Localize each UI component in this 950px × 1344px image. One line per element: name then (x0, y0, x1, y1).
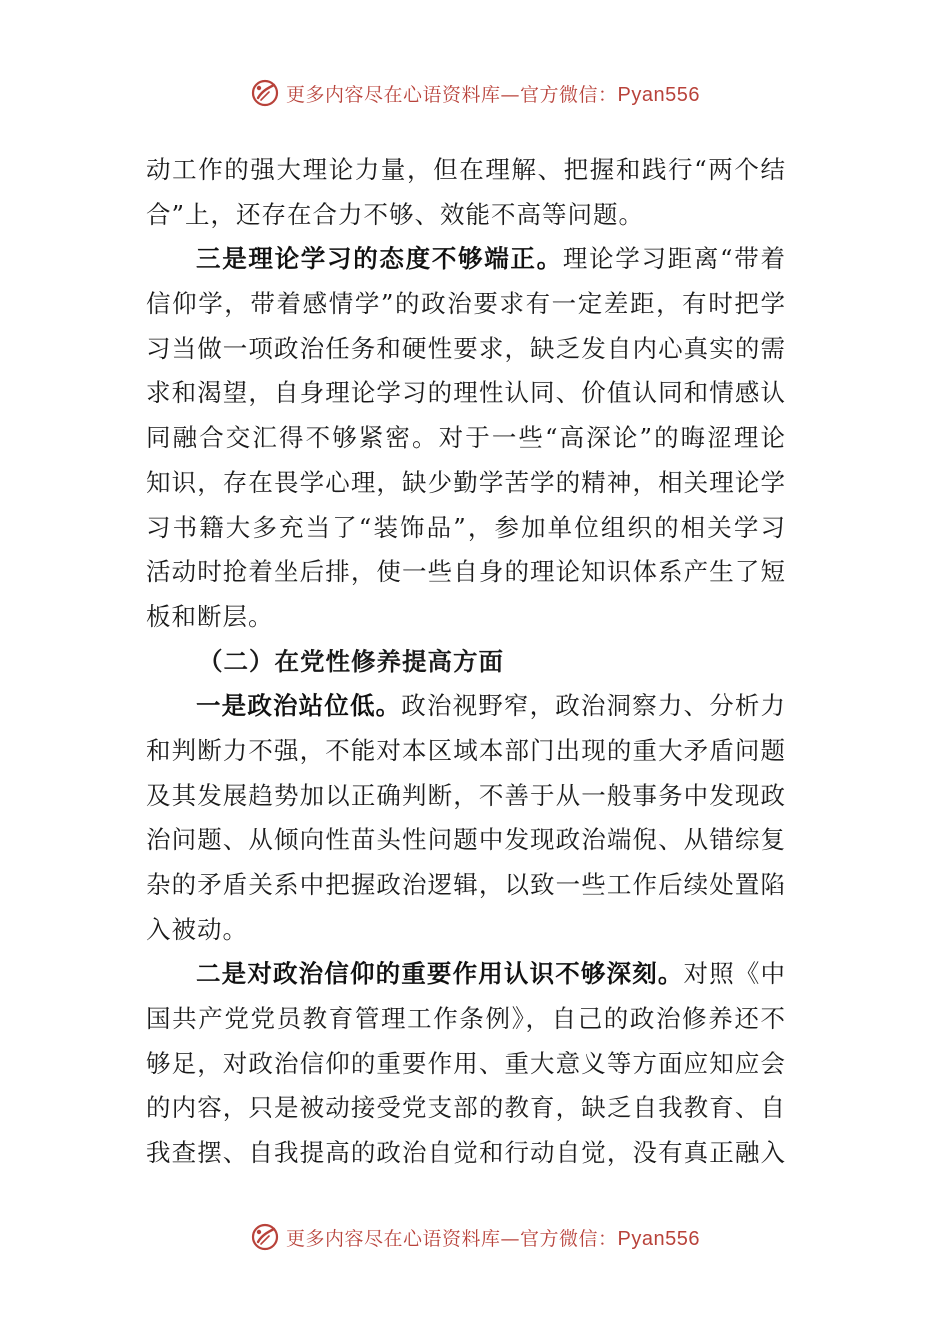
paragraph-lead-rest: 对照《中 (683, 959, 787, 989)
section-heading: （二）在党性修养提高方面 (198, 646, 504, 676)
paragraph-lead-bold: 一是政治站位低。 (196, 691, 402, 721)
paragraph-first-line (146, 952, 786, 997)
text-line: 入被动。 (146, 914, 248, 944)
paragraph-lead-bold: 三是理论学习的态度不够端正。 (196, 244, 563, 274)
text-line: 和判断力不强，不能对本区域本部门出现的重大矛盾问题 (146, 735, 786, 765)
banner-text (286, 80, 700, 107)
paragraph-lead-bold: 二是对政治信仰的重要作用认识不够深刻。 (196, 959, 684, 989)
text-line: 我查摆、自我提高的政治自觉和行动自觉，没有真正融入 (146, 1138, 786, 1168)
text-line: 板和断层。 (146, 601, 274, 631)
text-line: 习当做一项政治任务和硬性要求，缺乏发自内心真实的需 (146, 333, 786, 363)
text-line: 求和渴望，自身理论学习的理性认同、价值认同和情感认 (146, 378, 786, 408)
paragraph-first-line (146, 684, 786, 729)
text-line: 的内容，只是被动接受党支部的教育，缺乏自我教育、自 (146, 1093, 786, 1123)
text-line: 习书籍大多充当了“装饰品”，参加单位组织的相关学习 (146, 512, 786, 542)
text-line: 合”上，还存在合力不够、效能不高等问题。 (146, 199, 645, 229)
text-line: 信仰学，带着感情学”的政治要求有一定差距，有时把学 (146, 289, 786, 319)
footer-watermark-banner (0, 1217, 950, 1257)
header-watermark-banner (0, 73, 950, 113)
text-line: 活动时抢着坐后排，使一些自身的理论知识体系产生了短 (146, 557, 786, 587)
text-line: 动工作的强大理论力量，但在理解、把握和践行“两个结 (146, 155, 786, 184)
paragraph-lead-rest: 理论学习距离“带着 (562, 244, 786, 274)
text-line: 知识，存在畏学心理，缺少勤学苦学的精神，相关理论学 (146, 467, 786, 497)
text-line: 够足，对政治信仰的重要作用、重大意义等方面应知应会 (146, 1048, 786, 1078)
text-line: 杂的矛盾关系中把握政治逻辑，以致一些工作后续处置陷 (146, 870, 786, 899)
banner-label: 更多内容尽在心语资料库—官方微信： (286, 1227, 618, 1250)
paragraph-first-line (146, 237, 786, 282)
text-line: 治问题、从倾向性苗头性问题中发现政治端倪、从错综复 (146, 825, 786, 855)
paragraph-lead-rest: 政治视野窄，政治洞察力、分析力 (401, 691, 787, 721)
wechat-handle: Pyan556 (617, 83, 700, 106)
text-line: 及其发展趋势加以正确判断，不善于从一般事务中发现政 (146, 780, 786, 810)
banner-text (286, 1224, 700, 1251)
text-line: 同融合交汇得不够紧密。对于一些“高深论”的晦涩理论 (146, 423, 786, 453)
brand-logo-icon (250, 78, 280, 108)
wechat-handle: Pyan556 (617, 1227, 700, 1250)
banner-label: 更多内容尽在心语资料库—官方微信： (286, 83, 618, 106)
brand-logo-icon (250, 1222, 280, 1252)
document-body (146, 148, 786, 1176)
text-line: 国共产党党员教育管理工作条例》，自己的政治修养还不 (146, 1004, 786, 1034)
